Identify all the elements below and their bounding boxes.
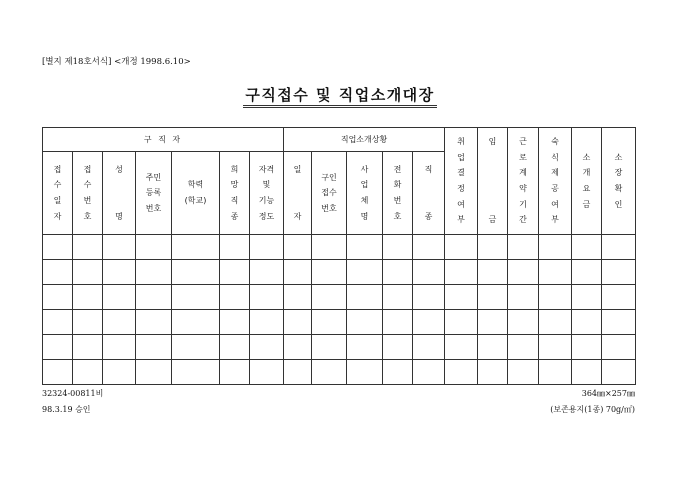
table-cell[interactable] (250, 285, 284, 310)
table-cell[interactable] (136, 360, 172, 385)
header-date: 일 자 (284, 152, 312, 235)
table-cell[interactable] (347, 260, 383, 285)
table-row (43, 285, 636, 310)
table-cell[interactable] (172, 260, 220, 285)
table-cell[interactable] (103, 310, 136, 335)
paper-spec: (보존용지(1종) 70g/㎡) (550, 405, 635, 414)
table-cell[interactable] (250, 310, 284, 335)
header-fee: 소 개 요 금 (572, 128, 602, 235)
table-cell[interactable] (347, 235, 383, 260)
table-cell[interactable] (347, 285, 383, 310)
header-contract-period: 근 로 계 약 기 간 (508, 128, 539, 235)
table-cell[interactable] (250, 335, 284, 360)
header-desired-job: 희 망 직 종 (220, 152, 250, 235)
table-cell[interactable] (43, 310, 73, 335)
table-cell[interactable] (136, 260, 172, 285)
table-cell[interactable] (43, 360, 73, 385)
table-cell[interactable] (572, 260, 602, 285)
table-cell[interactable] (413, 360, 445, 385)
header-employment-decided: 취 업 결 정 여 부 (445, 128, 478, 235)
table-cell[interactable] (136, 310, 172, 335)
table-cell[interactable] (103, 335, 136, 360)
table-cell[interactable] (43, 285, 73, 310)
table-cell[interactable] (383, 260, 413, 285)
table-cell[interactable] (103, 360, 136, 385)
table-cell[interactable] (413, 235, 445, 260)
table-cell[interactable] (602, 360, 636, 385)
table-cell[interactable] (539, 235, 572, 260)
table-cell[interactable] (508, 310, 539, 335)
table-cell[interactable] (284, 360, 312, 385)
header-phone-number: 전 화 번 호 (383, 152, 413, 235)
form-number-label: [별지 제18호서식] <개정 1998.6.10> (42, 57, 191, 67)
table-cell[interactable] (413, 285, 445, 310)
header-job-offer-number: 구인 접수 번호 (312, 152, 347, 235)
table-cell[interactable] (172, 235, 220, 260)
table-cell[interactable] (347, 335, 383, 360)
page-title (0, 84, 680, 105)
table-cell[interactable] (73, 310, 103, 335)
table-cell[interactable] (312, 310, 347, 335)
table-row (43, 260, 636, 285)
header-receipt-number: 접 수 번 호 (73, 152, 103, 235)
table-cell[interactable] (508, 235, 539, 260)
table-cell[interactable] (602, 335, 636, 360)
table-cell[interactable] (478, 235, 508, 260)
job-seeker-group-header: 구 직 자 (43, 128, 284, 152)
paper-size: 364㎜×257㎜ (581, 389, 635, 398)
table-cell[interactable] (172, 335, 220, 360)
table-cell[interactable] (172, 310, 220, 335)
table-cell[interactable] (383, 235, 413, 260)
header-company-name: 사 업 체 명 (347, 152, 383, 235)
table-cell[interactable] (103, 235, 136, 260)
table-cell[interactable] (539, 360, 572, 385)
table-cell[interactable] (383, 360, 413, 385)
table-cell[interactable] (73, 235, 103, 260)
table-cell[interactable] (445, 360, 478, 385)
table-cell[interactable] (445, 285, 478, 310)
form-code: 32324-00811비 (42, 389, 104, 398)
table-cell[interactable] (478, 335, 508, 360)
table-cell[interactable] (172, 360, 220, 385)
table-cell[interactable] (284, 285, 312, 310)
table-cell[interactable] (383, 335, 413, 360)
header-confirmation: 소 장 확 인 (602, 128, 636, 235)
table-cell[interactable] (73, 285, 103, 310)
table-cell[interactable] (572, 235, 602, 260)
header-name: 성 명 (103, 152, 136, 235)
table-cell[interactable] (312, 260, 347, 285)
table-cell[interactable] (508, 335, 539, 360)
table-row (43, 360, 636, 385)
group-header-row (43, 128, 636, 152)
table-row (43, 335, 636, 360)
table-cell[interactable] (602, 235, 636, 260)
table-cell[interactable] (347, 310, 383, 335)
table-cell[interactable] (539, 285, 572, 310)
header-resident-number: 주민 등록 번호 (136, 152, 172, 235)
table-cell[interactable] (602, 310, 636, 335)
table-cell[interactable] (539, 310, 572, 335)
header-job-type: 직 종 (413, 152, 445, 235)
header-receipt-date: 접 수 일 자 (43, 152, 73, 235)
table-cell[interactable] (572, 335, 602, 360)
table-cell[interactable] (478, 285, 508, 310)
table-cell[interactable] (73, 335, 103, 360)
table-cell[interactable] (508, 285, 539, 310)
header-lodging: 숙 식 제 공 여 부 (539, 128, 572, 235)
table-cell[interactable] (602, 260, 636, 285)
table-cell[interactable] (284, 235, 312, 260)
table-cell[interactable] (312, 235, 347, 260)
table-cell[interactable] (220, 235, 250, 260)
table-cell[interactable] (284, 310, 312, 335)
table-cell[interactable] (103, 260, 136, 285)
table-cell[interactable] (383, 285, 413, 310)
table-cell[interactable] (220, 335, 250, 360)
table-cell[interactable] (312, 335, 347, 360)
table-cell[interactable] (602, 285, 636, 310)
table-cell[interactable] (478, 360, 508, 385)
header-qualification: 자격 및 기능 정도 (250, 152, 284, 235)
table-cell[interactable] (284, 260, 312, 285)
table-cell[interactable] (572, 285, 602, 310)
table-cell[interactable] (284, 335, 312, 360)
header-wage: 임 금 (478, 128, 508, 235)
table-cell[interactable] (572, 310, 602, 335)
table-cell[interactable] (539, 335, 572, 360)
table-cell[interactable] (478, 310, 508, 335)
table-cell[interactable] (312, 285, 347, 310)
table-cell[interactable] (220, 285, 250, 310)
table-cell[interactable] (73, 360, 103, 385)
approval-date: 98.3.19 승인 (42, 405, 91, 414)
table-cell[interactable] (220, 360, 250, 385)
title-text: 구직접수 및 직업소개대장 (243, 86, 436, 108)
table-cell[interactable] (250, 235, 284, 260)
table-cell[interactable] (43, 260, 73, 285)
header-education: 학력 (학교) (172, 152, 220, 235)
table-cell[interactable] (445, 335, 478, 360)
table-cell[interactable] (43, 235, 73, 260)
table-cell[interactable] (103, 285, 136, 310)
table-cell[interactable] (43, 335, 73, 360)
table-cell[interactable] (220, 310, 250, 335)
table-cell[interactable] (73, 260, 103, 285)
table-cell[interactable] (312, 360, 347, 385)
table-cell[interactable] (508, 360, 539, 385)
table-cell[interactable] (136, 335, 172, 360)
table-cell[interactable] (250, 360, 284, 385)
table-row (43, 310, 636, 335)
table-cell[interactable] (250, 260, 284, 285)
table-cell[interactable] (347, 360, 383, 385)
table-cell[interactable] (572, 360, 602, 385)
table-cell[interactable] (413, 335, 445, 360)
table-cell[interactable] (539, 260, 572, 285)
table-cell[interactable] (413, 260, 445, 285)
table-cell[interactable] (220, 260, 250, 285)
table-cell[interactable] (508, 260, 539, 285)
table-cell[interactable] (172, 285, 220, 310)
table-cell[interactable] (445, 235, 478, 260)
ledger-table (42, 127, 636, 385)
table-cell[interactable] (413, 310, 445, 335)
table-cell[interactable] (445, 260, 478, 285)
table-cell[interactable] (136, 285, 172, 310)
table-cell[interactable] (478, 260, 508, 285)
table-cell[interactable] (445, 310, 478, 335)
table-cell[interactable] (136, 235, 172, 260)
placement-status-group-header: 직업소개상황 (284, 128, 445, 152)
table-cell[interactable] (383, 310, 413, 335)
table-row (43, 235, 636, 260)
